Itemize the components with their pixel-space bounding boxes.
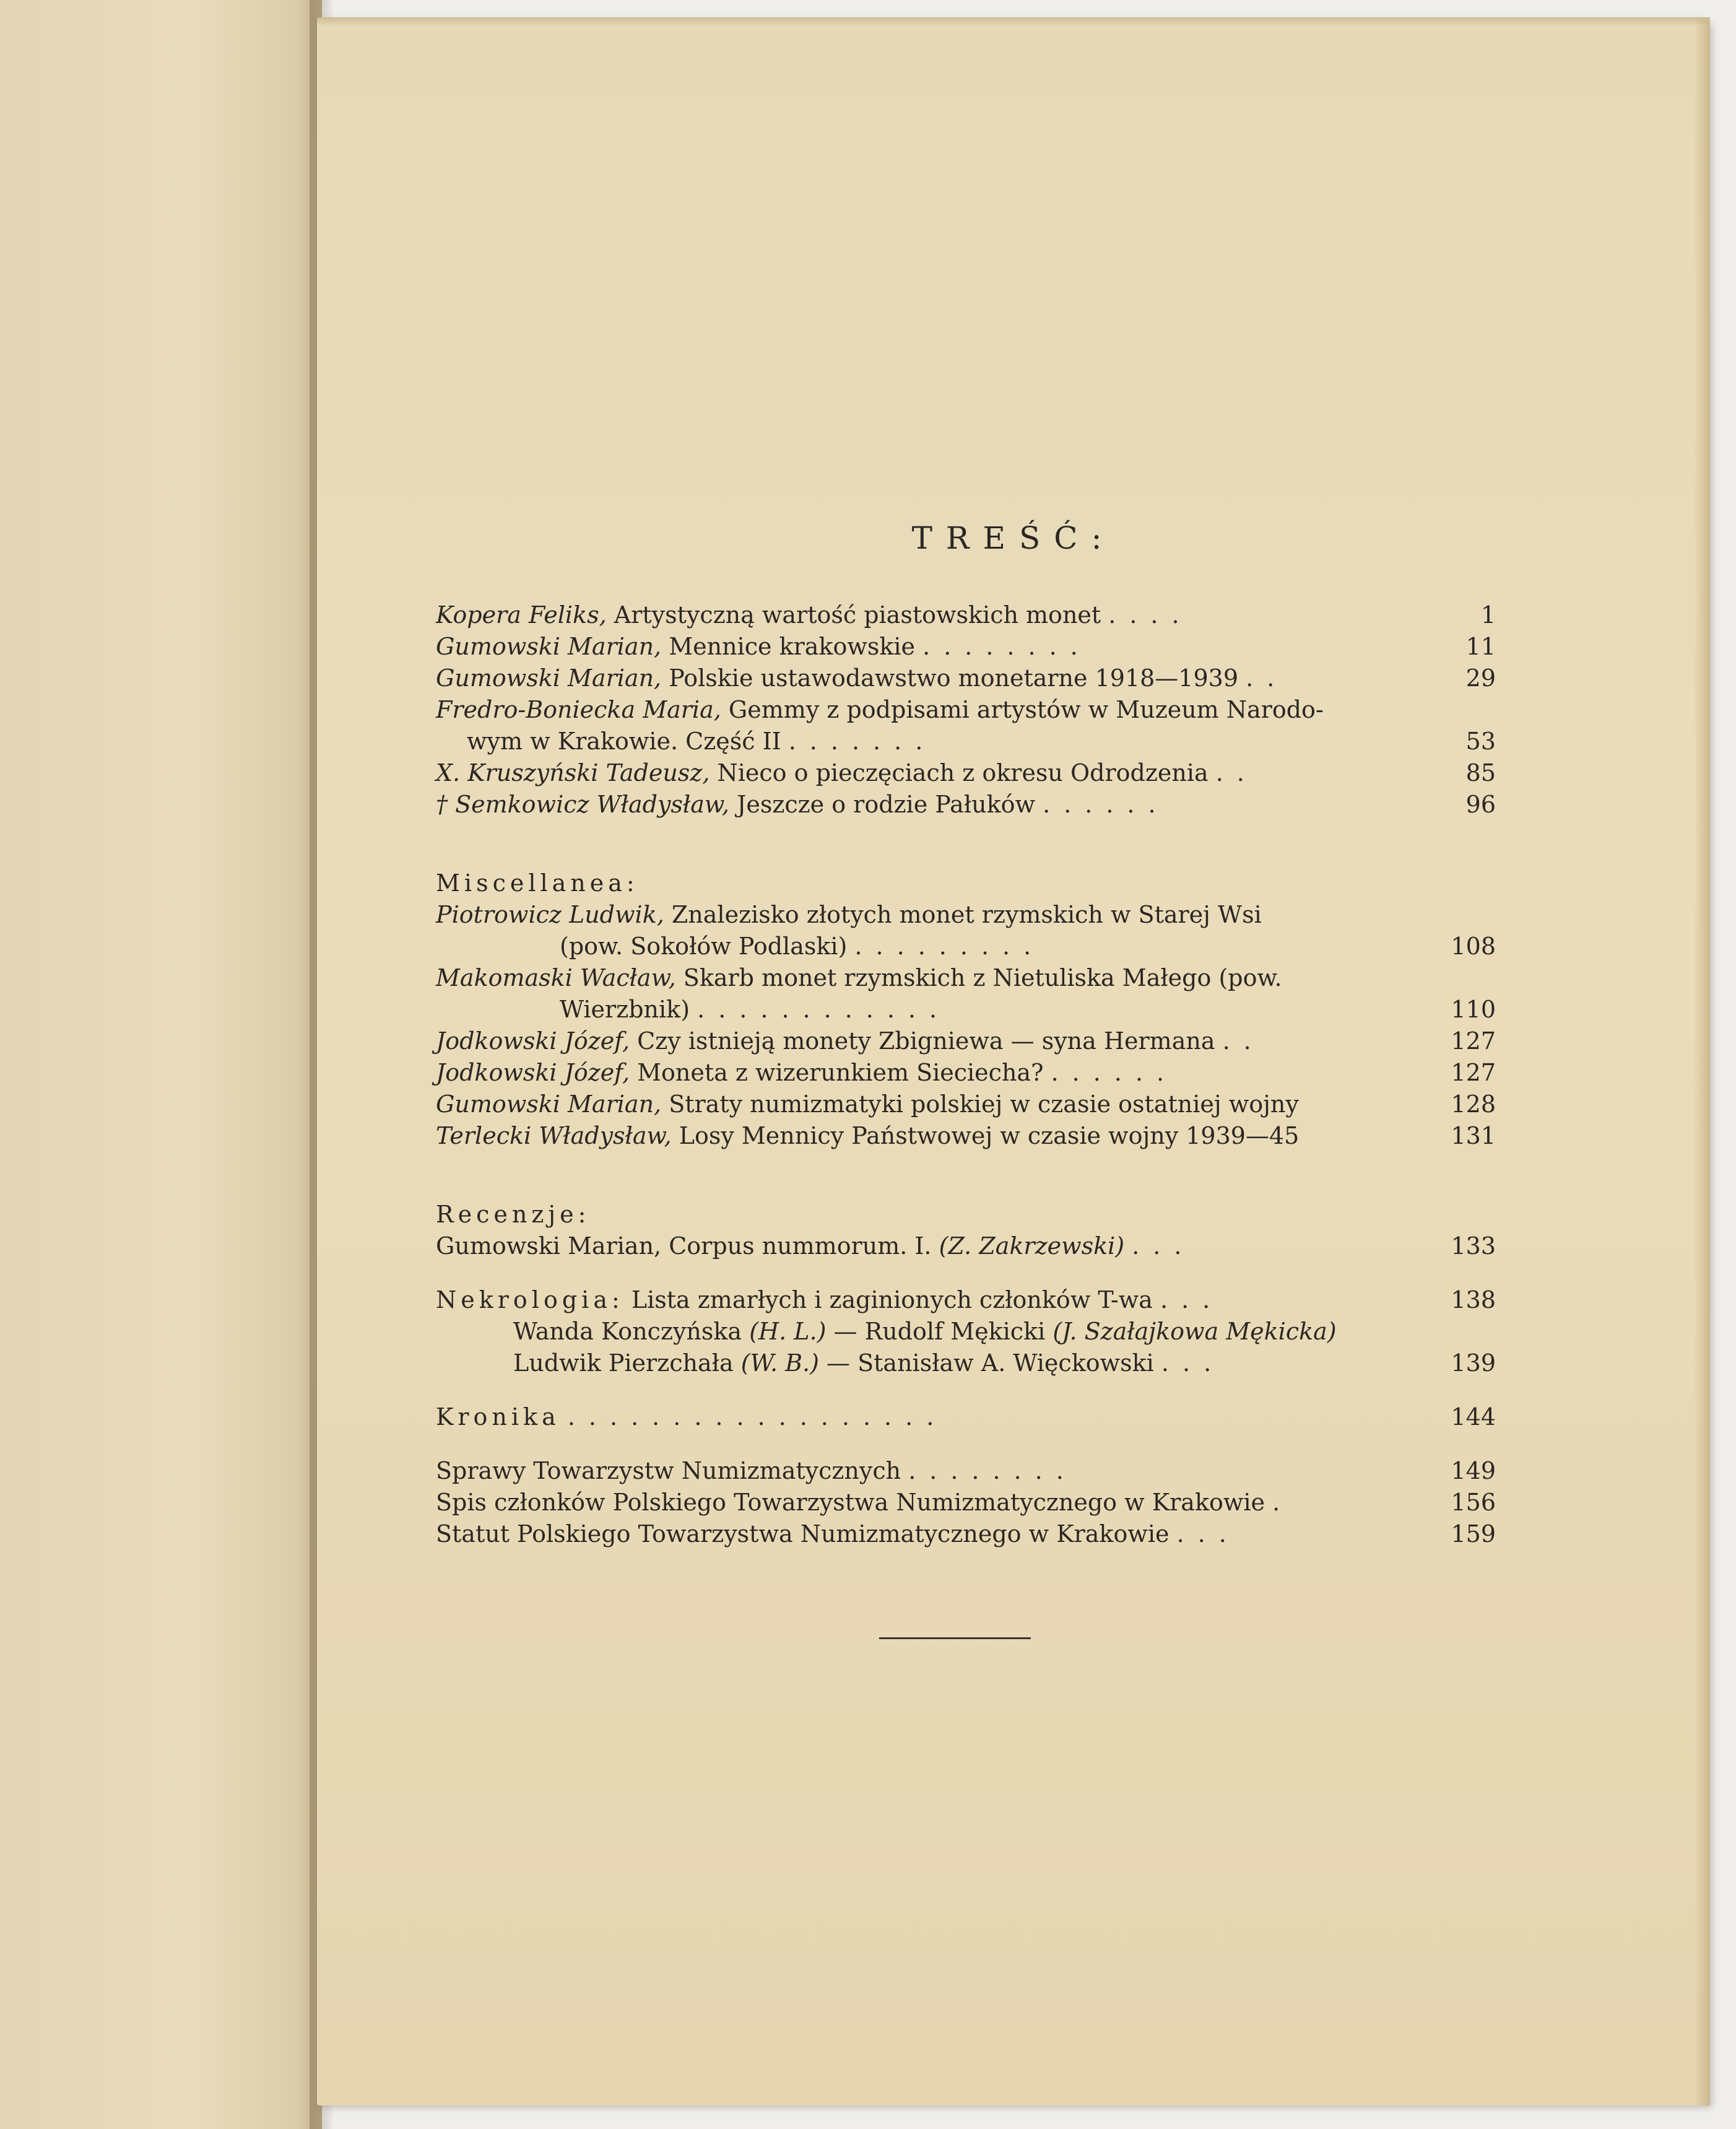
leader-dots: . bbox=[1272, 1489, 1294, 1516]
entry-credit: (J. Szałajkowa Mękicka) bbox=[1052, 1318, 1337, 1345]
entry-title: Gemmy z podpisami artystów w Muzeum Narodo- bbox=[728, 696, 1324, 723]
entry-title-cont: — Rudolf Mękicki bbox=[833, 1318, 1046, 1345]
entry-line bbox=[436, 964, 1282, 991]
page-number: 156 bbox=[1451, 1489, 1496, 1516]
entry-title: Lista zmarłych i zaginionych członków T-wa bbox=[631, 1286, 1153, 1313]
entry-line bbox=[436, 1489, 1293, 1516]
leader-dots: .................. bbox=[567, 1403, 948, 1430]
section-heading: Miscellanea: bbox=[436, 869, 639, 897]
leader-dots: ...... bbox=[1043, 791, 1170, 818]
entry-line bbox=[436, 664, 1288, 692]
entry-title-cont: (pow. Sokołów Podlaski) bbox=[560, 933, 848, 960]
entry-title: Moneta z wizerunkiem Sieciecha? bbox=[637, 1059, 1044, 1086]
entry-title: Wanda Konczyńska bbox=[513, 1318, 742, 1345]
page-number: 159 bbox=[1451, 1520, 1496, 1548]
toc-entry bbox=[436, 1347, 1496, 1379]
entry-line bbox=[436, 633, 1092, 660]
group-gap bbox=[436, 1262, 1496, 1284]
entry-author: Gumowski Marian, bbox=[436, 664, 662, 692]
leader-dots: ........ bbox=[908, 1457, 1077, 1484]
page-number: 1 bbox=[1480, 601, 1496, 629]
entry-author: Jodkowski Józef, bbox=[436, 1059, 630, 1086]
page-number: 131 bbox=[1451, 1122, 1496, 1149]
page-number: 138 bbox=[1451, 1286, 1496, 1313]
entry-line bbox=[436, 1122, 1299, 1149]
entry-line bbox=[513, 1318, 1337, 1345]
page-number: 139 bbox=[1451, 1349, 1496, 1377]
entry-title-cont: Wierzbnik) bbox=[560, 996, 690, 1023]
entry-title: Skarb monet rzymskich z Nietuliska Małego (pow. bbox=[683, 964, 1282, 991]
page-number: 144 bbox=[1451, 1403, 1496, 1430]
toc-entry bbox=[436, 599, 1496, 631]
entry-author: Gumowski Marian, bbox=[436, 633, 662, 660]
leader-dots: ............ bbox=[697, 996, 951, 1023]
entry-line bbox=[436, 901, 1262, 928]
entry-line bbox=[436, 791, 1170, 818]
section-lead: Nekrologia: bbox=[436, 1286, 624, 1313]
toc-entry bbox=[436, 1518, 1496, 1550]
entry-title: Czy istnieją monety Zbigniewa — syna Hermana bbox=[637, 1027, 1215, 1055]
toc-entry bbox=[436, 1455, 1496, 1487]
page-number: 127 bbox=[1451, 1027, 1496, 1055]
page-number: 110 bbox=[1451, 996, 1496, 1023]
toc-entry bbox=[436, 1025, 1496, 1057]
group-gap bbox=[436, 1152, 1496, 1174]
entry-line bbox=[436, 759, 1258, 786]
toc-entry bbox=[436, 1057, 1496, 1089]
group-gap bbox=[436, 821, 1496, 843]
left-page-leaf bbox=[0, 0, 322, 2129]
table-of-contents bbox=[436, 599, 1496, 1550]
leader-dots: ... bbox=[1161, 1349, 1225, 1377]
entry-title: Sprawy Towarzystw Numizmatycznych bbox=[436, 1457, 901, 1484]
leader-dots: .... bbox=[1108, 601, 1193, 629]
entry-line bbox=[436, 1520, 1240, 1548]
page-number: 128 bbox=[1451, 1091, 1496, 1118]
leader-dots: ... bbox=[1176, 1520, 1240, 1548]
page-number: 85 bbox=[1465, 759, 1496, 786]
group-gap bbox=[436, 1433, 1496, 1455]
page-top-edge bbox=[317, 17, 1710, 26]
entry-author: Terlecki Władysław, bbox=[436, 1122, 672, 1149]
entry-title: Znalezisko złotych monet rzymskich w Starej Wsi bbox=[671, 901, 1262, 928]
entry-title: Gumowski Marian, Corpus nummorum. I. bbox=[436, 1232, 932, 1260]
entry-continuation bbox=[436, 726, 1415, 757]
toc-entry bbox=[436, 789, 1496, 821]
entry-title: Statut Polskiego Towarzystwa Numizmatycznego w Krakowie bbox=[436, 1520, 1170, 1548]
entry-credit: (H. L.) bbox=[749, 1318, 827, 1345]
entry-title: Losy Mennicy Państwowej w czasie wojny 1939—45 bbox=[679, 1122, 1300, 1149]
entry-credit: (Z. Zakrzewski) bbox=[939, 1232, 1125, 1260]
entry-title-cont: — Stanisław A. Więckowski bbox=[827, 1349, 1154, 1377]
page-title: TREŚĆ: bbox=[911, 520, 1116, 556]
entry-author: X. Kruszyński Tadeusz, bbox=[436, 759, 710, 786]
entry-line bbox=[436, 1091, 1299, 1118]
entry-line bbox=[436, 1286, 1223, 1313]
leader-dots: ........ bbox=[922, 633, 1092, 660]
leader-dots: ... bbox=[1160, 1286, 1224, 1313]
entry-title: Nieco o pieczęciach z okresu Odrodzenia bbox=[717, 759, 1209, 786]
entry-title: Artystyczną wartość piastowskich monet bbox=[614, 601, 1101, 629]
entry-author: Makomaski Wacław, bbox=[436, 964, 676, 991]
entry-title: Ludwik Pierzchała bbox=[513, 1349, 734, 1377]
entry-title: Polskie ustawodawstwo monetarne 1918—1939 bbox=[669, 664, 1239, 692]
entry-continuation bbox=[436, 931, 1415, 962]
toc-entry bbox=[436, 663, 1496, 694]
page-number: 133 bbox=[1451, 1232, 1496, 1260]
book-page bbox=[317, 17, 1710, 2105]
leader-dots: ... bbox=[1132, 1232, 1196, 1260]
leader-dots: ......... bbox=[854, 933, 1045, 960]
entry-author: Piotrowicz Ludwik, bbox=[436, 901, 664, 928]
leader-dots: .. bbox=[1222, 1027, 1265, 1055]
page-number: 53 bbox=[1465, 728, 1496, 755]
entry-author: Gumowski Marian, bbox=[436, 1091, 662, 1118]
toc-entry bbox=[436, 1284, 1496, 1316]
toc-entry bbox=[436, 1120, 1496, 1152]
page-right-edge bbox=[1694, 17, 1710, 2105]
entry-line bbox=[436, 601, 1193, 629]
page-number: 127 bbox=[1451, 1059, 1496, 1086]
closing-rule bbox=[879, 1637, 1031, 1639]
entry-continuation bbox=[436, 994, 1415, 1025]
page-number: 108 bbox=[1451, 933, 1496, 960]
toc-entry bbox=[436, 1316, 1496, 1347]
entry-line bbox=[436, 696, 1324, 723]
page-number: 149 bbox=[1451, 1457, 1496, 1484]
leader-dots: .. bbox=[1215, 759, 1258, 786]
group-gap bbox=[436, 1379, 1496, 1401]
entry-author: † Semkowicz Władysław, bbox=[436, 791, 729, 818]
entry-credit: (W. B.) bbox=[740, 1349, 819, 1377]
entry-title: Mennice krakowskie bbox=[669, 633, 916, 660]
toc-entry bbox=[436, 1401, 1496, 1433]
toc-entry bbox=[436, 757, 1496, 789]
entry-author: Jodkowski Józef, bbox=[436, 1027, 630, 1055]
toc-entry bbox=[436, 631, 1496, 663]
toc-entry bbox=[436, 1230, 1496, 1262]
leader-dots: .. bbox=[1246, 664, 1288, 692]
entry-line bbox=[436, 1457, 1077, 1484]
entry-line bbox=[436, 1403, 947, 1430]
toc-entry bbox=[436, 1089, 1496, 1120]
entry-line bbox=[436, 1059, 1178, 1086]
entry-line bbox=[436, 1027, 1265, 1055]
toc-entry bbox=[436, 1487, 1496, 1518]
entry-title: Spis członków Polskiego Towarzystwa Numizmatycznego w Krakowie bbox=[436, 1489, 1265, 1516]
page-number: 11 bbox=[1465, 633, 1496, 660]
entry-author: Fredro-Boniecka Maria, bbox=[436, 696, 721, 723]
entry-title: Jeszcze o rodzie Pałuków bbox=[737, 791, 1036, 818]
page-number: 29 bbox=[1465, 664, 1496, 692]
page-number: 96 bbox=[1465, 791, 1496, 818]
toc-entry bbox=[436, 962, 1496, 1025]
toc-entry bbox=[436, 694, 1496, 757]
section-lead: Kronika bbox=[436, 1403, 560, 1430]
leader-dots: ...... bbox=[1051, 1059, 1178, 1086]
leader-dots: ....... bbox=[788, 728, 937, 755]
entry-title-cont: wym w Krakowie. Część II bbox=[467, 728, 781, 755]
toc-entry bbox=[436, 899, 1496, 962]
entry-author: Kopera Feliks, bbox=[436, 601, 607, 629]
entry-line bbox=[513, 1349, 1225, 1377]
entry-title: Straty numizmatyki polskiej w czasie ostatniej wojny bbox=[669, 1091, 1299, 1118]
entry-line bbox=[436, 1232, 1195, 1260]
section-heading: Recenzje: bbox=[436, 1201, 591, 1228]
